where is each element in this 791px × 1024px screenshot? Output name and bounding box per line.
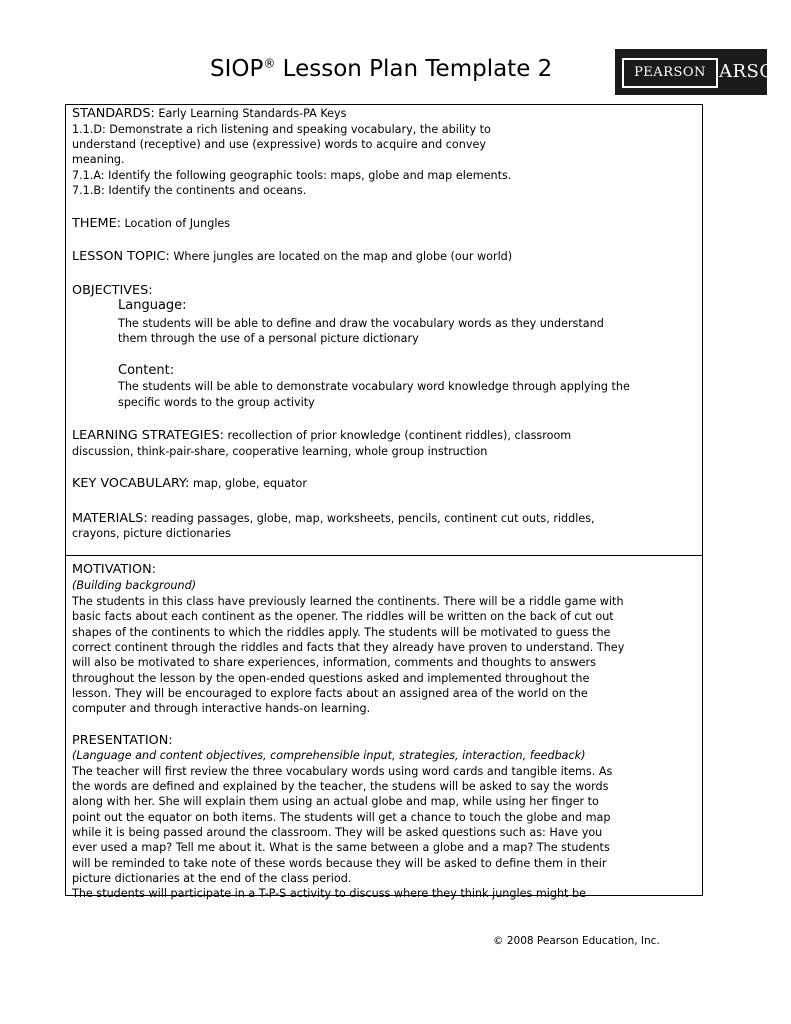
presentation-heading: PRESENTATION: (72, 733, 173, 748)
presentation-line: The teacher will first review the three vocabulary words using word cards and tangible items. As (72, 765, 613, 778)
content-objective-line: The students will be able to demonstrate vocabulary word knowledge through applying the (118, 380, 630, 393)
standards-line: 7.1.A: Identify the following geographic tools: maps, globe and map elements. (72, 169, 512, 182)
motivation-line: will also be motivated to share experiences, information, comments and thoughts to answers (72, 656, 596, 669)
language-objective-line: The students will be able to define and draw the vocabulary words as they understand (118, 317, 604, 330)
standards-value: Early Learning Standards-PA Keys (154, 107, 347, 120)
lesson-plan-table (65, 104, 703, 900)
content-objective-label: Content: (118, 363, 175, 378)
motivation-line: throughout the lesson by the open-ended questions asked and implemented throughout the (72, 672, 590, 685)
key-vocabulary-row (72, 476, 307, 491)
learning-strategies-line: discussion, think-pair-share, cooperative learning, whole group instruction (72, 445, 488, 458)
standards-heading (72, 106, 346, 121)
motivation-subheading: (Building background) (72, 579, 197, 592)
standards-line: 1.1.D: Demonstrate a rich listening and speaking vocabulary, the ability to (72, 123, 491, 136)
page-title (210, 56, 552, 82)
standards-line: meaning. (72, 153, 125, 166)
title-siop: SIOP (210, 56, 264, 82)
pearson-logo (615, 49, 791, 95)
motivation-line: shapes of the continents to which the riddles apply. The students will be motivated to guess the (72, 626, 611, 639)
learning-strategies-label: LEARNING STRATEGIES: (72, 428, 224, 443)
learning-strategies-value: recollection of prior knowledge (continent riddles), classroom (223, 429, 572, 442)
pearson-logo-box: PEARSON (622, 58, 718, 88)
lesson-overview-section (66, 105, 702, 556)
presentation-line: picture dictionaries at the end of the class period. (72, 872, 352, 885)
theme-label: THEME: (72, 216, 121, 231)
key-vocabulary-label: KEY VOCABULARY: (72, 476, 190, 491)
lesson-topic-value: Where jungles are located on the map and globe (our world) (169, 250, 513, 263)
motivation-presentation-section (66, 556, 702, 900)
title-rest: Lesson Plan Template 2 (275, 56, 553, 82)
materials-label: MATERIALS: (72, 511, 148, 526)
lesson-topic-label: LESSON TOPIC: (72, 249, 170, 264)
materials-row (72, 511, 595, 526)
motivation-line: lesson. They will be encouraged to explore facts about an assigned area of the world on the (72, 687, 588, 700)
presentation-line: will be reminded to take note of these words because they will be asked to define them in their (72, 857, 607, 870)
presentation-line: while it is being passed around the classroom. They will be asked questions such as: Have you (72, 826, 603, 839)
key-vocabulary-value: map, globe, equator (189, 477, 307, 490)
language-objective-label: Language: (118, 298, 187, 313)
standards-line: 7.1.B: Identify the continents and oceans. (72, 184, 307, 197)
presentation-line: the words are defined and explained by the teacher, the studens will be asked to say the words (72, 780, 609, 793)
motivation-line: The students in this class have previously learned the continents. There will be a riddle game with (72, 595, 624, 608)
motivation-line: computer and through interactive hands-on learning. (72, 702, 371, 715)
objectives-heading: OBJECTIVES: (72, 283, 153, 298)
motivation-line: correct continent through the riddles and facts that they already have proven to understand. They (72, 641, 625, 654)
standards-line: understand (receptive) and use (expressive) words to acquire and convey (72, 138, 486, 151)
materials-value: reading passages, globe, map, worksheets, pencils, continent cut outs, riddles, (147, 512, 595, 525)
presentation-line: point out the equator on both items. The students will get a chance to touch the globe and map (72, 811, 611, 824)
standards-label: STANDARDS: (72, 106, 155, 121)
theme-value: Location of Jungles (120, 217, 231, 230)
presentation-line: The students will participate in a T-P-S activity to discuss where they think jungles might be (72, 887, 586, 900)
registered-mark: ® (263, 56, 276, 71)
pearson-logo-rest: ARSON (719, 61, 791, 82)
presentation-line: along with her. She will explain them using an actual globe and map, while using her finger to (72, 795, 599, 808)
presentation-subheading: (Language and content objectives, comprehensible input, strategies, interaction, feedback) (72, 749, 586, 762)
lesson-topic-row (72, 249, 512, 264)
content-objective-line: specific words to the group activity (118, 396, 315, 409)
theme-row (72, 216, 230, 231)
motivation-line: basic facts about each continent as the opener. The riddles will be written on the back of cut out (72, 610, 614, 623)
materials-line: crayons, picture dictionaries (72, 527, 231, 540)
copyright-footer: © 2008 Pearson Education, Inc. (493, 935, 660, 947)
language-objective-line: them through the use of a personal picture dictionary (118, 332, 419, 345)
motivation-heading: MOTIVATION: (72, 562, 156, 577)
learning-strategies-row (72, 428, 571, 443)
presentation-line: ever used a map? Tell me about it. What is the same between a globe and a map? The students (72, 841, 610, 854)
